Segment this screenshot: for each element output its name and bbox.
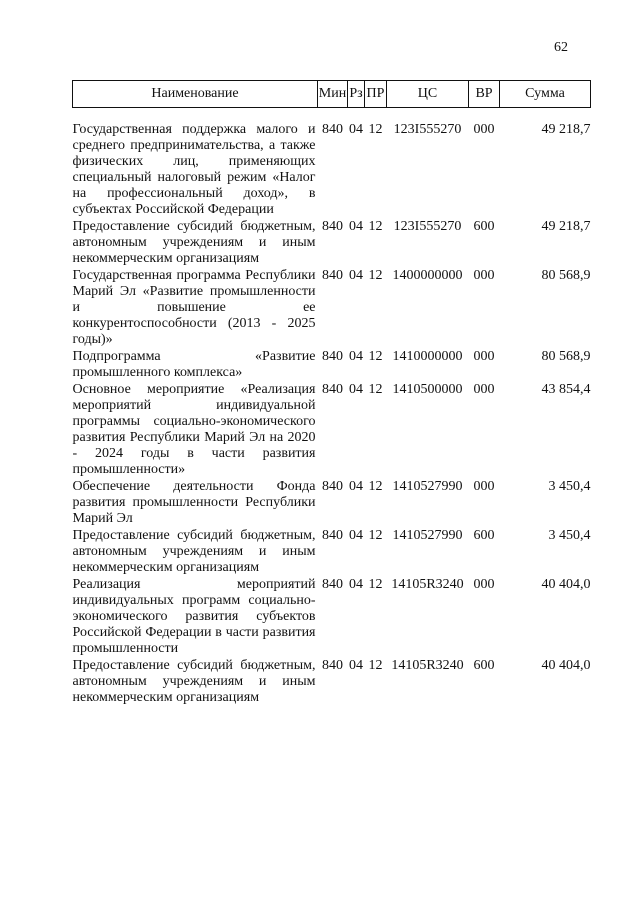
column-header-vr: ВР [469, 81, 500, 108]
table-row [73, 528, 591, 577]
row-min: 840 [322, 219, 343, 234]
row-sum: 49 218,7 [541, 219, 591, 234]
row-pr: 12 [368, 349, 383, 364]
row-cs: 1410527990 [392, 528, 463, 543]
page-number: 62 [554, 40, 568, 55]
row-vr: 000 [473, 349, 495, 364]
row-min: 840 [322, 122, 343, 137]
table-row [73, 577, 591, 658]
row-rz: 04 [349, 479, 363, 494]
row-rz: 04 [349, 528, 363, 543]
column-header-pr: ПР [365, 81, 387, 108]
row-name: Предоставление субсидий бюджетным, автономным учреждениям и иным некоммерческим организациям [72, 528, 316, 575]
row-sum: 43 854,4 [541, 382, 591, 397]
table-header-row [73, 81, 591, 108]
row-rz: 04 [349, 349, 363, 364]
row-min: 840 [322, 577, 343, 592]
row-rz: 04 [349, 219, 363, 234]
row-vr: 000 [473, 382, 495, 397]
row-min: 840 [322, 658, 343, 673]
row-pr: 12 [368, 479, 383, 494]
table-row [73, 479, 591, 528]
row-name: Основное мероприятие «Реализация мероприятий индивидуальной программы социально-экономического развития Республики Марий Эл на 2020 - 2024 годы в части развития промышленности» [72, 382, 316, 477]
row-cs: 1410000000 [392, 349, 463, 364]
row-cs: 1410500000 [392, 382, 463, 397]
row-vr: 600 [473, 528, 495, 543]
row-rz: 04 [349, 382, 363, 397]
row-sum: 80 568,9 [541, 268, 591, 283]
row-pr: 12 [368, 268, 383, 283]
column-header-min: Мин [318, 81, 348, 108]
row-min: 840 [322, 349, 343, 364]
row-cs: 123I555270 [393, 219, 462, 234]
row-min: 840 [322, 479, 343, 494]
table-row [73, 122, 591, 219]
row-name: Предоставление субсидий бюджетным, автономным учреждениям и иным некоммерческим организациям [72, 219, 316, 266]
row-sum: 40 404,0 [541, 658, 591, 673]
column-header-name: Наименование [73, 81, 318, 108]
row-cs: 1410527990 [392, 479, 463, 494]
row-cs: 123I555270 [393, 122, 462, 137]
row-name: Предоставление субсидий бюджетным, автономным учреждениям и иным некоммерческим организациям [72, 658, 316, 705]
row-sum: 40 404,0 [541, 577, 591, 592]
row-name: Обеспечение деятельности Фонда развития промышленности Республики Марий Эл [72, 479, 316, 526]
row-pr: 12 [368, 528, 383, 543]
table-row [73, 349, 591, 382]
row-min: 840 [322, 268, 343, 283]
row-rz: 04 [349, 268, 363, 283]
row-cs: 14105R3240 [391, 577, 464, 592]
row-name: Государственная программа Республики Марий Эл «Развитие промышленности и повышение ее конкурентоспособности (2013 - 2025 годы)» [72, 268, 316, 347]
row-sum: 3 450,4 [548, 479, 591, 494]
table-row [73, 268, 591, 349]
row-pr: 12 [368, 658, 383, 673]
row-sum: 49 218,7 [541, 122, 591, 137]
row-name: Подпрограмма «Развитие промышленного комплекса» [72, 349, 316, 380]
row-pr: 12 [368, 382, 383, 397]
row-rz: 04 [349, 577, 363, 592]
table-row [73, 382, 591, 479]
row-vr: 600 [473, 658, 495, 673]
row-sum: 80 568,9 [541, 349, 591, 364]
row-pr: 12 [368, 122, 383, 137]
row-vr: 000 [473, 577, 495, 592]
column-header-rz: Рз [348, 81, 365, 108]
row-vr: 000 [473, 122, 495, 137]
row-pr: 12 [368, 219, 383, 234]
table-spacer [73, 108, 591, 123]
column-header-sum: Сумма [500, 81, 591, 108]
row-name: Реализация мероприятий индивидуальных программ социально-экономического развития субъектов Российской Федерации в части развития промышленности [72, 577, 316, 656]
row-sum: 3 450,4 [548, 528, 591, 543]
row-rz: 04 [349, 122, 363, 137]
row-min: 840 [322, 528, 343, 543]
budget-table [72, 80, 591, 707]
row-pr: 12 [368, 577, 383, 592]
row-vr: 000 [473, 268, 495, 283]
row-rz: 04 [349, 658, 363, 673]
table-row [73, 658, 591, 707]
row-cs: 14105R3240 [391, 658, 464, 673]
row-name: Государственная поддержка малого и среднего предпринимательства, а также физических лиц, применяющих специальный налоговый режим «Налог на профессиональный доход», в субъектах Российской Федерации [72, 122, 316, 217]
column-header-cs: ЦС [387, 81, 469, 108]
table-row [73, 219, 591, 268]
row-vr: 000 [473, 479, 495, 494]
row-cs: 1400000000 [392, 268, 463, 283]
row-vr: 600 [473, 219, 495, 234]
row-min: 840 [322, 382, 343, 397]
